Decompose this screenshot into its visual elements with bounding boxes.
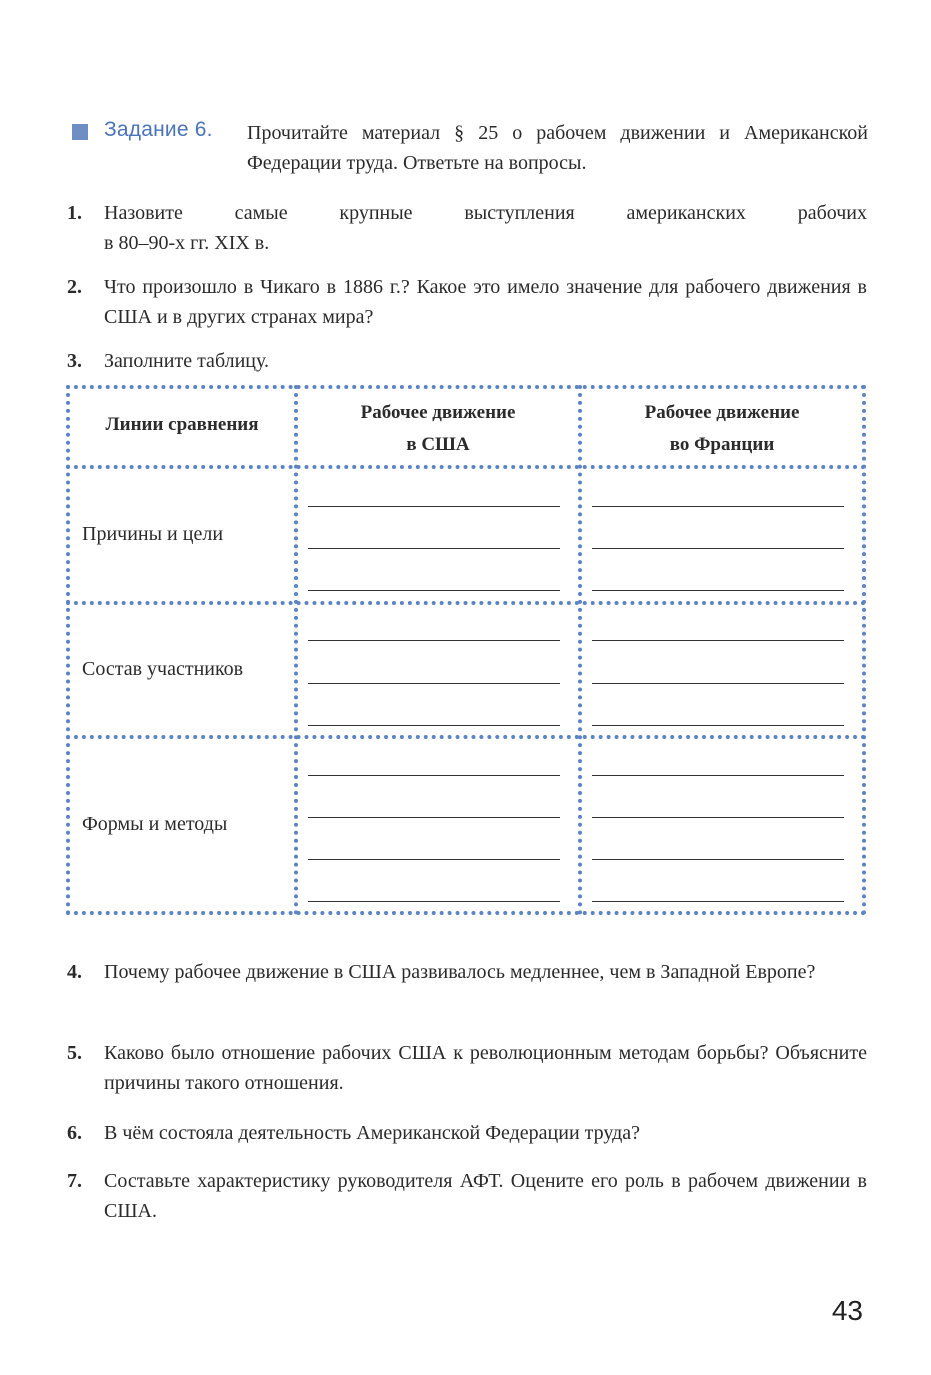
answer-line[interactable] bbox=[308, 859, 560, 860]
question-number: 5. bbox=[67, 1042, 82, 1064]
answer-line[interactable] bbox=[308, 725, 560, 726]
question-text: Каково было отношение рабочих США к революционным методам борьбы? Объясните причины такого отношения. bbox=[104, 1042, 867, 1094]
answer-line[interactable] bbox=[308, 548, 560, 549]
table-border bbox=[66, 385, 70, 915]
row-label-participants: Состав участников bbox=[82, 658, 244, 680]
row-label-forms: Формы и методы bbox=[82, 813, 228, 835]
question-text: Что произошло в Чикаго в 1886 г.? Какое это имело значение для рабочего движения в США и в других странах мира? bbox=[104, 276, 867, 328]
question-text: Заполните таблицу. bbox=[104, 350, 269, 372]
question-text: Почему рабочее движение в США развивалось медленнее, чем в Западной Европе? bbox=[104, 961, 816, 983]
question-7 bbox=[67, 1166, 867, 1226]
header-comparison-lines: Линии сравнения bbox=[105, 414, 259, 435]
table-border bbox=[578, 385, 582, 915]
question-2 bbox=[67, 272, 867, 332]
task-marker-square bbox=[72, 124, 88, 140]
table-border bbox=[294, 385, 298, 915]
answer-line[interactable] bbox=[592, 901, 844, 902]
answer-line[interactable] bbox=[308, 506, 560, 507]
answer-line[interactable] bbox=[308, 683, 560, 684]
answer-line[interactable] bbox=[592, 506, 844, 507]
answer-line[interactable] bbox=[308, 640, 560, 641]
task-label: Задание 6. bbox=[104, 118, 213, 141]
table-border bbox=[66, 735, 866, 739]
answer-line[interactable] bbox=[308, 590, 560, 591]
question-number: 4. bbox=[67, 961, 82, 983]
question-5 bbox=[67, 1038, 867, 1098]
answer-line[interactable] bbox=[592, 548, 844, 549]
answer-line[interactable] bbox=[308, 901, 560, 902]
answer-line[interactable] bbox=[592, 725, 844, 726]
answer-line[interactable] bbox=[592, 590, 844, 591]
header-usa bbox=[298, 397, 578, 461]
answer-line[interactable] bbox=[592, 683, 844, 684]
question-text: В чём состояла деятельность Американской Федерации труда? bbox=[104, 1122, 641, 1144]
page-number: 43 bbox=[831, 1295, 863, 1326]
header-france-line2: во Франции bbox=[669, 434, 775, 455]
question-4 bbox=[67, 957, 867, 987]
question-6 bbox=[67, 1118, 867, 1148]
header-usa-line2: в США bbox=[406, 434, 470, 455]
question-3 bbox=[67, 346, 867, 376]
table-border bbox=[862, 385, 866, 915]
question-number: 2. bbox=[67, 276, 82, 298]
task-instruction: Прочитайте материал § 25 о рабочем движении и Американской Федерации труда. Ответьте на вопросы. bbox=[247, 122, 868, 174]
question-1 bbox=[67, 198, 867, 258]
table-border bbox=[66, 601, 866, 605]
question-text-line: Назовите самые крупные выступления американских рабочих bbox=[104, 202, 867, 224]
question-text: Составьте характеристику руководителя АФТ. Оцените его роль в рабочем движении в США. bbox=[104, 1170, 867, 1222]
header-france-line1: Рабочее движение bbox=[644, 402, 800, 423]
answer-line[interactable] bbox=[592, 640, 844, 641]
answer-line[interactable] bbox=[308, 817, 560, 818]
answer-line[interactable] bbox=[592, 775, 844, 776]
answer-line[interactable] bbox=[592, 859, 844, 860]
question-text-line: в 80–90-х гг. XIX в. bbox=[104, 232, 270, 254]
question-number: 1. bbox=[67, 202, 82, 224]
table-border bbox=[66, 911, 866, 915]
comparison-table bbox=[66, 385, 866, 917]
question-number: 6. bbox=[67, 1122, 82, 1144]
question-number: 7. bbox=[67, 1170, 82, 1192]
header-usa-line1: Рабочее движение bbox=[360, 402, 516, 423]
header-france bbox=[582, 397, 862, 461]
table-border bbox=[66, 465, 866, 469]
answer-line[interactable] bbox=[308, 775, 560, 776]
question-number: 3. bbox=[67, 350, 82, 372]
answer-line[interactable] bbox=[592, 817, 844, 818]
table-border bbox=[66, 385, 866, 389]
row-label-causes: Причины и цели bbox=[82, 523, 224, 545]
